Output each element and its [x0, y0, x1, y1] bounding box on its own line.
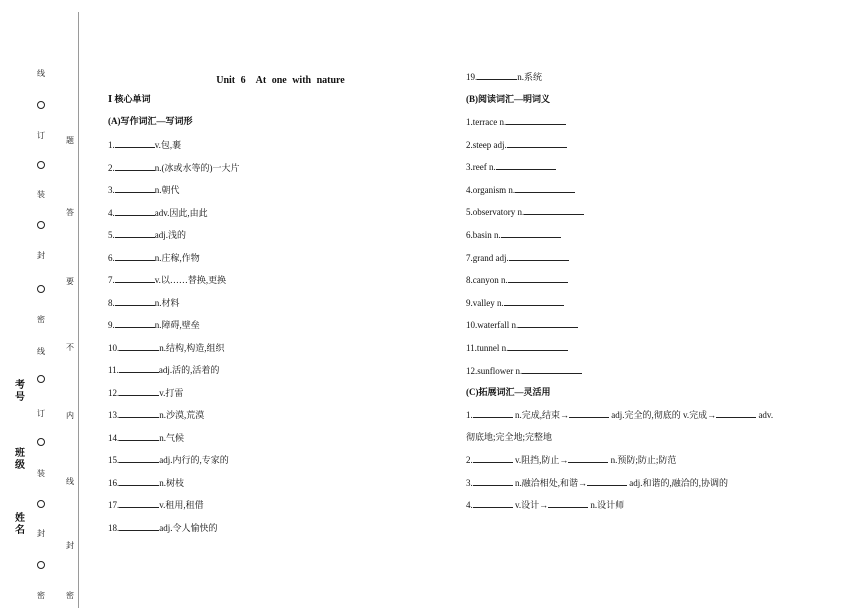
answer-blank[interactable] — [115, 251, 155, 261]
ext-item-1-continued: 彻底地;完全地;完整地 — [466, 432, 553, 442]
part-b-heading: (B)阅读词汇—明词义 — [466, 94, 550, 104]
binding-circle — [37, 375, 45, 383]
item-definition: v.打雷 — [159, 387, 184, 398]
binding-circle — [37, 500, 45, 508]
item-definition: adj.浅的 — [154, 230, 186, 240]
writing-item — [108, 498, 204, 511]
ext-text: adj.和谐的,融洽的,协调的 — [629, 478, 729, 488]
answer-blank[interactable] — [569, 408, 609, 418]
answer-blank[interactable] — [115, 318, 155, 328]
reading-item — [466, 273, 568, 286]
item-number: 15. — [108, 455, 120, 465]
binding-char: 内 — [66, 411, 74, 420]
answer-blank[interactable] — [522, 364, 582, 374]
item-number: 2. — [466, 139, 473, 150]
binding-char: 封 — [37, 529, 45, 538]
binding-line — [78, 12, 79, 608]
item-definition: adj.令人愉快的 — [159, 522, 218, 533]
writing-item — [108, 453, 229, 466]
item-number: 7. — [466, 252, 473, 263]
answer-blank[interactable] — [473, 453, 513, 463]
section-heading: Ⅰ 核心单词 — [108, 94, 151, 104]
item-word: grand adj. — [472, 252, 509, 263]
ext-text: n.设计师 — [590, 500, 625, 510]
writing-item — [108, 138, 181, 151]
answer-blank[interactable] — [507, 138, 567, 148]
writing-item — [108, 408, 204, 421]
ext-item-2 — [466, 453, 676, 466]
item-word: terrace n. — [472, 117, 507, 127]
ext-text: n.完成,结束→ — [515, 410, 570, 420]
answer-blank[interactable] — [477, 70, 517, 80]
item-definition: n.材料 — [154, 297, 180, 308]
writing-item — [108, 296, 180, 309]
answer-blank[interactable] — [473, 498, 513, 508]
writing-item — [108, 431, 184, 444]
item-number: 1. — [108, 140, 115, 150]
answer-blank[interactable] — [716, 408, 756, 418]
ext-item-4 — [466, 498, 624, 511]
binding-char: 不 — [66, 343, 74, 352]
answer-blank[interactable] — [548, 498, 588, 508]
item-definition: n.(冰或水等的)一大片 — [154, 162, 240, 173]
answer-blank[interactable] — [119, 453, 159, 463]
item-word: reef n. — [472, 162, 496, 173]
item-number: 4. — [466, 184, 473, 195]
name-label: 姓 名 — [15, 513, 25, 536]
item-definition: n.障碍,壁垒 — [154, 320, 200, 330]
item-number: 2. — [466, 455, 473, 465]
binding-char: 订 — [37, 409, 45, 418]
item-number: 1. — [466, 117, 473, 127]
answer-blank[interactable] — [496, 160, 556, 170]
page-title: Unit 6 At one with nature — [216, 75, 345, 86]
binding-char: 密 — [66, 591, 74, 600]
answer-blank[interactable] — [115, 183, 155, 193]
answer-blank[interactable] — [568, 453, 608, 463]
writing-item — [108, 521, 218, 534]
part-a-heading: (A)写作词汇—写词形 — [108, 116, 193, 126]
ext-text: v.设计→ — [515, 500, 549, 510]
binding-margin — [0, 0, 100, 608]
item-number: 19. — [466, 72, 478, 82]
answer-blank[interactable] — [119, 521, 159, 531]
item-word: sunflower n. — [477, 365, 523, 376]
ext-item-1 — [466, 408, 773, 421]
item-number: 16. — [108, 477, 120, 488]
ext-text: n.融洽相处,和谐→ — [515, 478, 588, 488]
ext-text: adv. — [758, 410, 774, 420]
answer-blank[interactable] — [119, 476, 159, 486]
item-number: 18. — [108, 522, 120, 533]
answer-blank[interactable] — [115, 296, 155, 306]
answer-blank[interactable] — [119, 386, 159, 396]
binding-char: 线 — [37, 69, 45, 78]
reading-item — [466, 160, 556, 173]
reading-item — [466, 138, 567, 151]
item-word: valley n. — [472, 297, 504, 308]
item-number: 10. — [108, 342, 120, 353]
answer-blank[interactable] — [115, 273, 155, 283]
item-number: 11. — [466, 343, 477, 353]
ext-text: adj.完全的,彻底的 v.完成→ — [611, 410, 717, 420]
item-number: 5. — [108, 230, 115, 240]
writing-item — [466, 70, 542, 83]
answer-blank[interactable] — [473, 476, 513, 486]
item-definition: n.结构,构造,组织 — [159, 342, 225, 353]
exam-number-label: 考 号 — [15, 380, 25, 403]
writing-item — [108, 476, 184, 489]
item-number: 8. — [108, 297, 115, 308]
item-definition: adv.因此,由此 — [154, 207, 208, 218]
reading-item — [466, 228, 561, 241]
item-number: 5. — [466, 207, 473, 218]
writing-item — [108, 251, 200, 264]
writing-item — [108, 228, 186, 241]
answer-blank[interactable] — [587, 476, 627, 486]
item-number: 9. — [108, 320, 115, 330]
item-number: 17. — [108, 500, 120, 510]
item-number: 9. — [466, 297, 473, 308]
answer-blank[interactable] — [115, 161, 155, 171]
answer-blank[interactable] — [115, 138, 155, 148]
item-word: canyon n. — [472, 275, 508, 286]
reading-item — [466, 205, 584, 218]
answer-blank[interactable] — [508, 341, 568, 351]
reading-item — [466, 341, 568, 354]
answer-blank[interactable] — [473, 408, 513, 418]
item-number: 3. — [108, 185, 115, 195]
part-c-heading: (C)拓展词汇—灵活用 — [466, 387, 551, 397]
ext-text: v.阻挡,防止→ — [515, 455, 569, 465]
binding-char: 线 — [37, 347, 45, 356]
item-definition: adj.内行的,专家的 — [159, 455, 229, 465]
answer-blank[interactable] — [504, 296, 564, 306]
item-number: 12. — [108, 387, 120, 398]
item-number: 10. — [466, 320, 478, 331]
item-number: 6. — [108, 252, 115, 263]
reading-item — [466, 364, 582, 377]
item-word: basin n. — [472, 230, 501, 240]
item-word: steep adj. — [472, 139, 507, 150]
binding-circle — [37, 561, 45, 569]
answer-blank[interactable] — [115, 228, 155, 238]
binding-char: 订 — [37, 131, 45, 140]
binding-circle — [37, 438, 45, 446]
binding-char: 装 — [37, 190, 45, 199]
answer-blank[interactable] — [115, 206, 155, 216]
answer-blank[interactable] — [119, 341, 159, 351]
writing-item — [108, 318, 200, 331]
answer-blank[interactable] — [119, 431, 159, 441]
ext-text: n.预防;防止;防范 — [610, 455, 677, 465]
binding-circle — [37, 221, 45, 229]
item-number: 13. — [108, 410, 120, 420]
item-definition: n.庄稼,作物 — [154, 252, 200, 263]
answer-blank[interactable] — [119, 498, 159, 508]
item-word: tunnel n. — [476, 343, 509, 353]
binding-circle — [37, 161, 45, 169]
writing-item — [108, 206, 208, 219]
reading-item — [466, 251, 569, 264]
item-number: 12. — [466, 365, 478, 376]
item-number: 8. — [466, 275, 473, 286]
reading-item — [466, 296, 564, 309]
answer-blank[interactable] — [506, 115, 566, 125]
item-number: 14. — [108, 432, 120, 443]
reading-item — [466, 318, 578, 331]
writing-item — [108, 363, 219, 376]
item-number: 7. — [108, 275, 115, 285]
answer-blank[interactable] — [524, 205, 584, 215]
item-number: 4. — [108, 207, 115, 218]
answer-blank[interactable] — [508, 273, 568, 283]
item-word: waterfall n. — [477, 320, 519, 331]
item-definition: v.以……替换,更换 — [154, 275, 227, 285]
class-label: 班 级 — [15, 448, 25, 471]
writing-item — [108, 273, 226, 286]
item-number: 6. — [466, 230, 473, 240]
item-number: 3. — [466, 478, 473, 488]
binding-char: 密 — [37, 315, 45, 324]
binding-char: 密 — [37, 591, 45, 600]
item-word: observatory n. — [472, 207, 525, 218]
item-definition: n.气候 — [159, 432, 185, 443]
reading-item — [466, 115, 566, 128]
item-definition: v.租用,租借 — [159, 500, 204, 510]
answer-blank[interactable] — [119, 363, 159, 373]
writing-item — [108, 161, 240, 174]
binding-char: 封 — [66, 541, 74, 550]
item-number: 11. — [108, 365, 119, 375]
writing-item — [108, 183, 180, 196]
answer-blank[interactable] — [119, 408, 159, 418]
writing-item — [108, 386, 183, 399]
reading-item — [466, 183, 575, 196]
item-number: 4. — [466, 500, 473, 510]
item-number: 1. — [466, 410, 473, 420]
item-definition: n.朝代 — [154, 185, 180, 195]
item-definition: n.树枝 — [159, 477, 185, 488]
answer-blank[interactable] — [501, 228, 561, 238]
item-definition: adj.活的,活着的 — [158, 365, 220, 375]
item-definition: v.包,裹 — [154, 140, 182, 150]
item-number: 3. — [466, 162, 473, 173]
writing-item — [108, 341, 225, 354]
binding-char: 封 — [37, 251, 45, 260]
binding-char: 题 — [66, 136, 74, 145]
binding-char: 线 — [66, 477, 74, 486]
binding-circle — [37, 101, 45, 109]
answer-blank[interactable] — [518, 318, 578, 328]
binding-char: 答 — [66, 208, 74, 217]
item-definition: n.沙漠,荒漠 — [159, 410, 205, 420]
item-definition: n.系统 — [517, 72, 543, 82]
answer-blank[interactable] — [509, 251, 569, 261]
binding-char: 要 — [66, 277, 74, 286]
binding-char: 装 — [37, 469, 45, 478]
item-number: 2. — [108, 162, 115, 173]
answer-blank[interactable] — [515, 183, 575, 193]
ext-item-3 — [466, 476, 728, 489]
binding-circle — [37, 285, 45, 293]
item-word: organism n. — [472, 184, 516, 195]
